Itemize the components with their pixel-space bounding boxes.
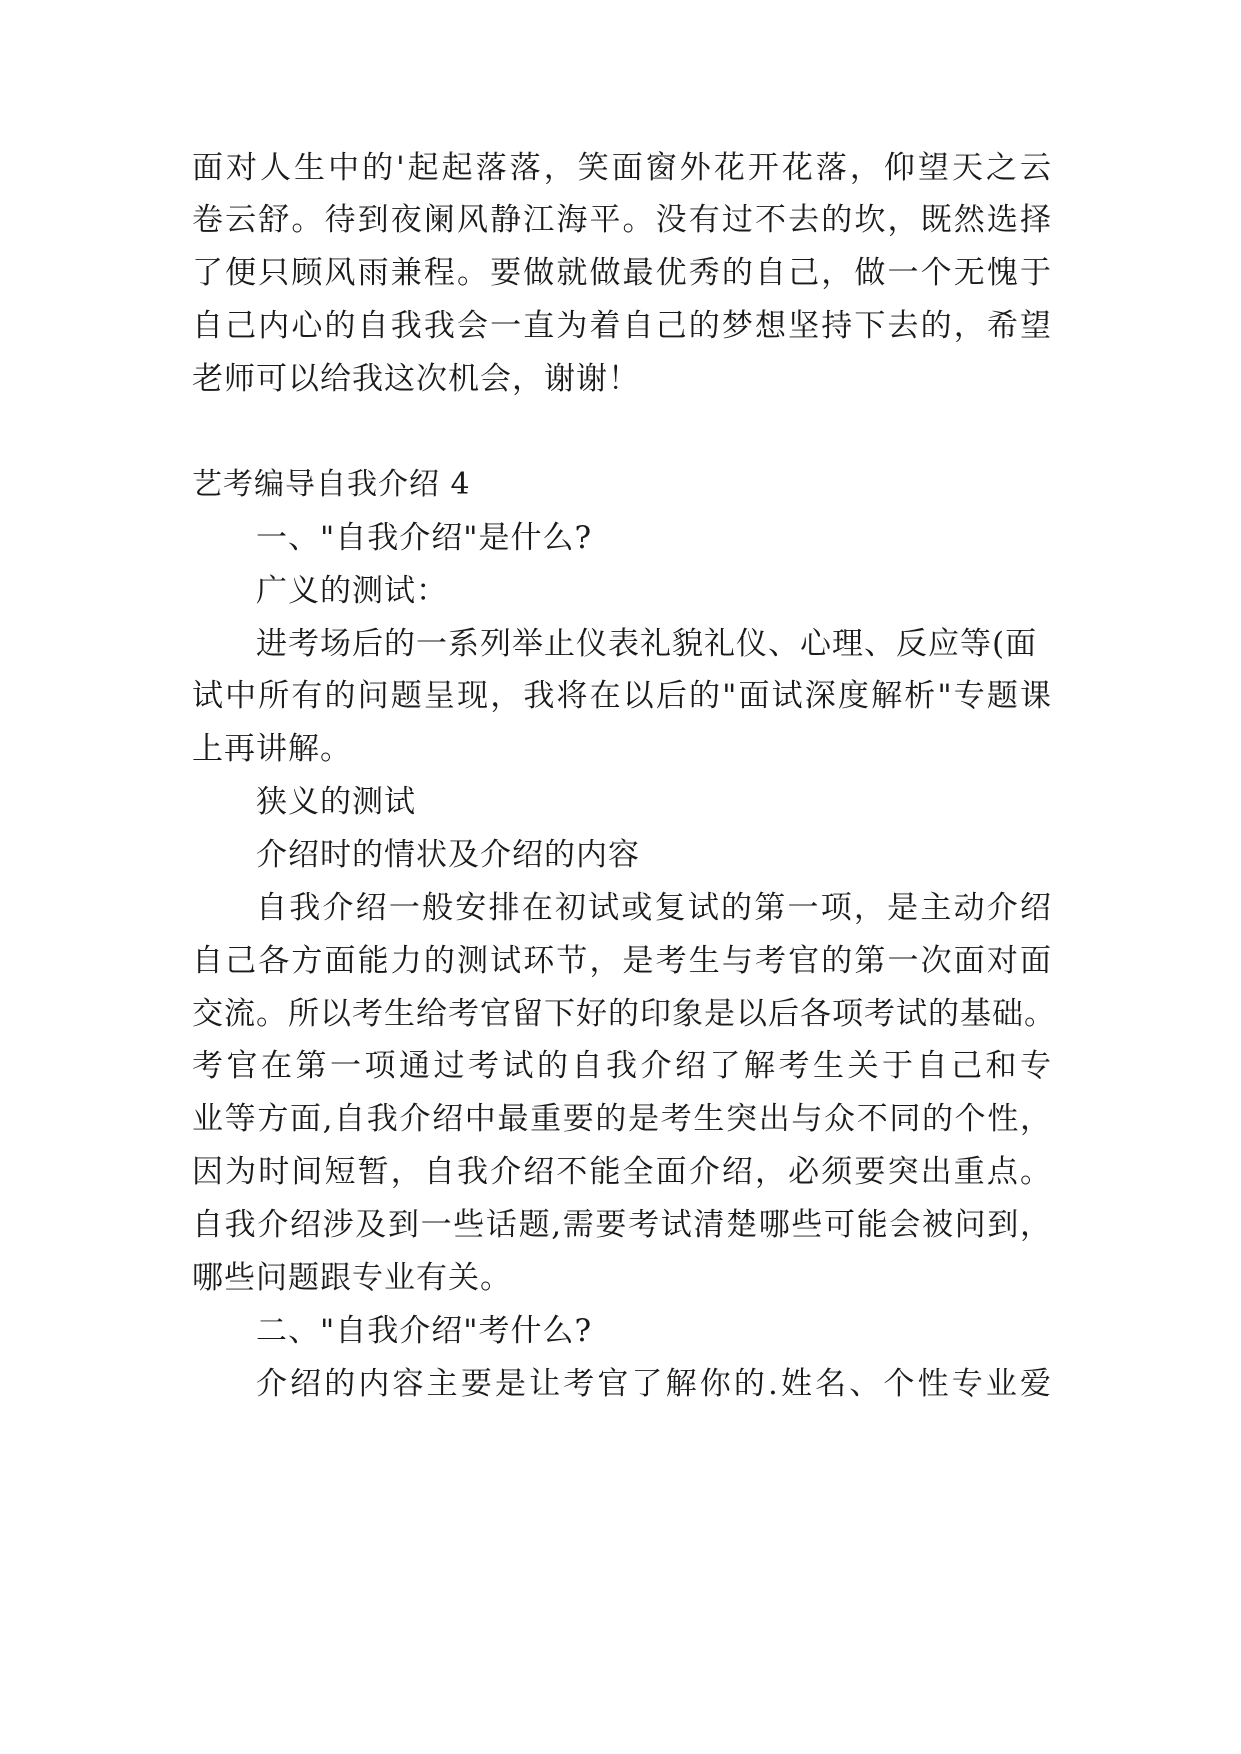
text-line: 交流。所以考生给考官留下好的印象是以后各项考试的基础。 xyxy=(192,996,1056,1032)
text-line: 哪些问题跟专业有关。 xyxy=(192,1260,512,1296)
broad-test-label: 广义的测试： xyxy=(256,573,448,609)
section-title: 艺考编导自我介绍 4 xyxy=(192,467,471,502)
text-line: 进考场后的一系列举止仪表礼貌礼仪、心理、反应等(面 xyxy=(256,626,1038,662)
text-line: 自己内心的自我我会一直为着自己的梦想坚持下去的，希望 xyxy=(192,308,1052,344)
narrow-test-label: 狭义的测试 xyxy=(256,784,416,820)
text-line: 介绍的内容主要是让考官了解你的.姓名、个性专业爱 xyxy=(256,1366,1052,1402)
text-line: 自我介绍一般安排在初试或复试的第一项，是主动介绍 xyxy=(256,890,1052,926)
text-line: 卷云舒。待到夜阑风静江海平。没有过不去的坎，既然选择 xyxy=(192,202,1052,238)
narrow-test-subtitle: 介绍时的情状及介绍的内容 xyxy=(256,837,640,873)
question-heading: 二、"自我介绍"考什么? xyxy=(256,1313,593,1349)
text-line: 自我介绍涉及到一些话题,需要考试清楚哪些可能会被问到， xyxy=(192,1207,1052,1243)
text-line: 自己各方面能力的测试环节，是考生与考官的第一次面对面 xyxy=(192,943,1052,979)
text-line: 考官在第一项通过考试的自我介绍了解考生关于自己和专 xyxy=(192,1048,1052,1084)
text-line: 试中所有的问题呈现，我将在以后的"面试深度解析"专题课 xyxy=(192,678,1052,714)
text-line: 上再讲解。 xyxy=(192,731,352,767)
text-line: 老师可以给我这次机会，谢谢！ xyxy=(192,361,640,397)
question-heading: 一、"自我介绍"是什么? xyxy=(256,520,593,556)
text-line: 业等方面,自我介绍中最重要的是考生突出与众不同的个性， xyxy=(192,1101,1052,1137)
text-line: 了便只顾风雨兼程。要做就做最优秀的自己，做一个无愧于 xyxy=(192,255,1052,291)
text-line: 面对人生中的'起起落落，笑面窗外花开花落，仰望天之云 xyxy=(192,150,1052,186)
text-line: 因为时间短暂，自我介绍不能全面介绍，必须要突出重点。 xyxy=(192,1154,1052,1190)
